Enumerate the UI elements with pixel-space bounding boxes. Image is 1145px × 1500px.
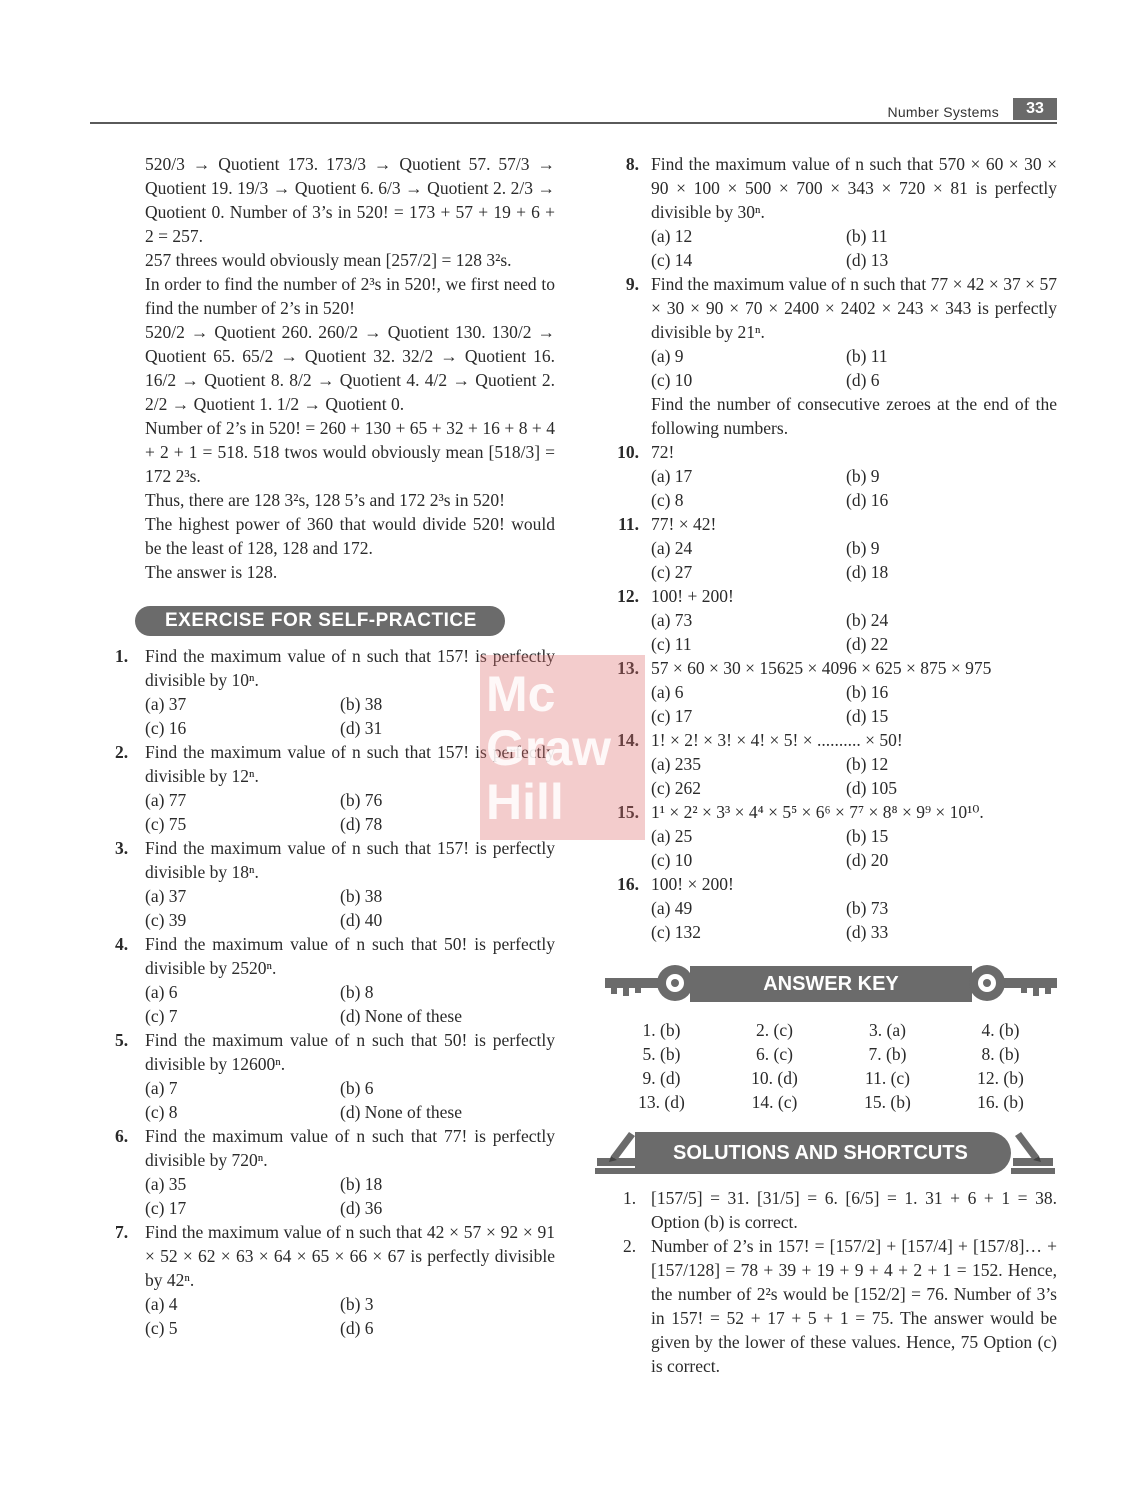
question-number: 13. xyxy=(617,658,639,678)
answer-entry: 9. (d) xyxy=(642,1068,681,1088)
option-list xyxy=(145,1172,555,1220)
key-icon xyxy=(967,964,1057,1004)
paragraph: The answer is 128. xyxy=(145,562,278,582)
answer-entry: 13. (d) xyxy=(638,1092,685,1112)
option: (b) 3 xyxy=(340,1294,374,1314)
paragraph: Thus, there are 128 3²s, 128 5’s and 172 2³s in 520! xyxy=(145,490,505,510)
option: (b) 16 xyxy=(846,682,889,702)
section-title: Number Systems xyxy=(887,104,999,120)
option: (b) 8 xyxy=(340,982,374,1002)
option: (a) 7 xyxy=(145,1078,178,1098)
question-stem: Find the maximum value of n such that 50! is perfectly divisible by 2520ⁿ. xyxy=(145,934,555,978)
question-stem: 100! × 200! xyxy=(651,874,734,894)
paragraph: The highest power of 360 that would divide 520! would be the least of 128, 128 and 172. xyxy=(145,514,555,558)
option: (d) 6 xyxy=(340,1318,374,1338)
zeroes-intro: Find the number of consecutive zeroes at the end of the following numbers. xyxy=(651,394,1057,438)
option: (d) 33 xyxy=(846,922,889,942)
question-stem: Find the maximum value of n such that 77! is perfectly divisible by 720ⁿ. xyxy=(145,1126,555,1170)
question-stem: Find the maximum value of n such that 77 × 42 × 37 × 57 × 30 × 90 × 70 × 2400 × 2402 × 243 × 343 is perfectly divisible by 21ⁿ. xyxy=(651,274,1057,342)
question-item xyxy=(605,512,1057,584)
question-number: 4. xyxy=(115,934,129,954)
option: (c) 17 xyxy=(145,1198,187,1218)
option: (c) 75 xyxy=(145,814,187,834)
question-item xyxy=(115,1220,555,1340)
solutions-banner xyxy=(593,1128,1057,1176)
option: (a) 77 xyxy=(145,790,187,810)
question-number: 3. xyxy=(115,838,129,858)
option: (a) 6 xyxy=(145,982,178,1002)
answer-entry: 12. (b) xyxy=(977,1068,1024,1088)
option: (d) 40 xyxy=(340,910,383,930)
option: (d) None of these xyxy=(340,1102,462,1122)
question-number: 9. xyxy=(625,274,639,294)
solution-number: 2. xyxy=(623,1236,637,1256)
question-number: 14. xyxy=(617,730,639,750)
solution-number: 1. xyxy=(623,1188,637,1208)
option: (c) 11 xyxy=(651,634,692,654)
answer-entry: 11. (c) xyxy=(864,1068,911,1088)
option: (c) 7 xyxy=(145,1006,178,1026)
exercise-title: EXERCISE FOR SELF-PRACTICE xyxy=(165,610,477,631)
option-list xyxy=(651,464,1057,512)
option-list xyxy=(145,980,555,1028)
option: (c) 262 xyxy=(651,778,702,798)
answer-entry: 6. (c) xyxy=(756,1044,793,1064)
question-item xyxy=(605,152,1057,272)
option: (b) 11 xyxy=(846,226,888,246)
question-stem: Find the maximum value of n such that 157! is perfectly divisible by 10ⁿ. xyxy=(145,646,555,690)
question-item xyxy=(115,932,555,1028)
solution-text: Number of 2’s in 157! = [157/2] + [157/4] + [157/8]… + [157/128] = 78 + 39 + 19 + 9 + 4 + 2 + 1 = 152. Hence, the number of 2²s would be [152/2] = 76. Number of 3’s in 157! = 52 + 17 + 5 + 1 = 75. The answer would be given by the lower of these values. Hence, 75 Option (c) is correct. xyxy=(651,1236,1057,1376)
answer-key-title: ANSWER KEY xyxy=(690,966,972,1002)
option: (a) 49 xyxy=(651,898,693,918)
option-list xyxy=(145,788,555,836)
question-item xyxy=(115,644,555,740)
paragraph: 520/2 → Quotient 260. 260/2 → Quotient 130. 130/2 → Quotient 65. 65/2 → Quotient 32. 32/2 → Quotient 16. 16/2 → Quotient 8. 8/2 → Quotient 4. 4/2 → Quotient 2. 2/2 → Quotient 1. 1/2 → Quotient 0. xyxy=(145,322,555,414)
question-stem: 57 × 60 × 30 × 15625 × 4096 × 625 × 875 × 975 xyxy=(651,658,992,678)
option: (a) 37 xyxy=(145,694,187,714)
option: (a) 24 xyxy=(651,538,693,558)
pen-book-icon xyxy=(1009,1128,1057,1176)
question-item xyxy=(605,800,1057,872)
question-number: 15. xyxy=(617,802,639,822)
option-list xyxy=(651,344,1057,392)
option: (d) 105 xyxy=(846,778,898,798)
option: (c) 5 xyxy=(145,1318,178,1338)
paragraph: In order to find the number of 2³s in 520!, we first need to find the number of 2’s in 520! xyxy=(145,274,555,318)
answer-entry: 10. (d) xyxy=(751,1068,798,1088)
question-stem: 1¹ × 2² × 3³ × 4⁴ × 5⁵ × 6⁶ × 7⁷ × 8⁸ × 9⁹ × 10¹⁰. xyxy=(651,802,984,822)
option: (d) 6 xyxy=(846,370,880,390)
option: (a) 35 xyxy=(145,1174,187,1194)
question-stem: 77! × 42! xyxy=(651,514,717,534)
question-item xyxy=(605,728,1057,800)
answer-key-banner xyxy=(605,960,1057,1008)
option-list xyxy=(145,1076,555,1124)
option-list xyxy=(651,608,1057,656)
question-stem: Find the maximum value of n such that 42 × 57 × 92 × 91 × 52 × 62 × 63 × 64 × 65 × 66 × 67 is perfectly divisible by 42ⁿ. xyxy=(145,1222,555,1290)
question-number: 10. xyxy=(617,442,639,462)
option-list xyxy=(651,680,1057,728)
option: (a) 17 xyxy=(651,466,693,486)
option: (a) 37 xyxy=(145,886,187,906)
option: (a) 25 xyxy=(651,826,693,846)
answer-entry: 8. (b) xyxy=(981,1044,1020,1064)
option: (b) 76 xyxy=(340,790,383,810)
option: (a) 4 xyxy=(145,1294,178,1314)
option-list xyxy=(145,692,555,740)
question-list-right xyxy=(605,152,1057,392)
question-item xyxy=(605,656,1057,728)
option-list xyxy=(651,536,1057,584)
question-number: 12. xyxy=(617,586,639,606)
option: (c) 39 xyxy=(145,910,187,930)
option: (a) 9 xyxy=(651,346,684,366)
option: (b) 9 xyxy=(846,538,880,558)
question-stem: Find the maximum value of n such that 157! is perfectly divisible by 18ⁿ. xyxy=(145,838,555,882)
answer-entry: 14. (c) xyxy=(751,1092,798,1112)
question-list-left xyxy=(115,644,555,1340)
option: (c) 8 xyxy=(651,490,684,510)
question-item xyxy=(605,272,1057,392)
answer-entry: 3. (a) xyxy=(869,1020,906,1040)
option: (c) 8 xyxy=(145,1102,178,1122)
question-list-zeroes xyxy=(605,440,1057,944)
option: (b) 38 xyxy=(340,694,383,714)
solutions-list xyxy=(605,1186,1057,1378)
option: (b) 11 xyxy=(846,346,888,366)
option: (a) 73 xyxy=(651,610,693,630)
question-number: 11. xyxy=(618,514,639,534)
exercise-banner xyxy=(135,606,505,636)
option: (a) 6 xyxy=(651,682,684,702)
answer-entry: 5. (b) xyxy=(642,1044,681,1064)
question-number: 16. xyxy=(617,874,639,894)
solution-continuation xyxy=(115,152,555,584)
question-number: 7. xyxy=(115,1222,129,1242)
option: (c) 132 xyxy=(651,922,702,942)
answer-entry: 1. (b) xyxy=(642,1020,681,1040)
question-number: 6. xyxy=(115,1126,129,1146)
option-list xyxy=(145,884,555,932)
key-icon xyxy=(605,964,695,1004)
question-number: 2. xyxy=(115,742,129,762)
option-list xyxy=(651,824,1057,872)
option: (d) 78 xyxy=(340,814,383,834)
question-item xyxy=(115,1028,555,1124)
option: (a) 12 xyxy=(651,226,693,246)
option: (d) 18 xyxy=(846,562,889,582)
option-list xyxy=(651,752,1057,800)
option: (d) 22 xyxy=(846,634,889,654)
right-column xyxy=(605,152,1057,1378)
question-number: 5. xyxy=(115,1030,129,1050)
solution-item xyxy=(605,1234,1057,1378)
option: (b) 6 xyxy=(340,1078,374,1098)
option: (d) 16 xyxy=(846,490,889,510)
option-list xyxy=(651,224,1057,272)
question-number: 8. xyxy=(625,154,639,174)
option: (b) 9 xyxy=(846,466,880,486)
watermark-logo: Mc Graw Hill xyxy=(486,666,612,830)
option: (c) 10 xyxy=(651,370,693,390)
option: (b) 18 xyxy=(340,1174,383,1194)
option-list xyxy=(651,896,1057,944)
question-item xyxy=(605,440,1057,512)
paragraph: 257 threes would obviously mean [257/2] = 128 3²s. xyxy=(145,250,512,270)
question-item xyxy=(115,836,555,932)
option: (a) 235 xyxy=(651,754,702,774)
option: (b) 12 xyxy=(846,754,889,774)
option: (d) 15 xyxy=(846,706,889,726)
solution-item xyxy=(605,1186,1057,1234)
pen-book-icon xyxy=(593,1128,641,1176)
paragraph: 520/3 → Quotient 173. 173/3 → Quotient 57. 57/3 → Quotient 19. 19/3 → Quotient 6. 6/3 → Quotient 2. 2/3 → Quotient 0. Number of 3’s in 520! = 173 + 57 + 19 + 6 + 2 = 257. xyxy=(145,154,555,246)
option: (d) 13 xyxy=(846,250,889,270)
solutions-title: SOLUTIONS AND SHORTCUTS xyxy=(635,1132,1011,1174)
option: (d) 20 xyxy=(846,850,889,870)
option: (c) 16 xyxy=(145,718,187,738)
option: (b) 24 xyxy=(846,610,889,630)
answer-entry: 15. (b) xyxy=(864,1092,911,1112)
question-item xyxy=(115,740,555,836)
question-item xyxy=(115,1124,555,1220)
question-number: 1. xyxy=(115,646,129,666)
question-stem: Find the maximum value of n such that 570 × 60 × 30 × 90 × 100 × 500 × 700 × 343 × 720 × 81 is perfectly divisible by 30ⁿ. xyxy=(651,154,1057,222)
question-stem: Find the maximum value of n such that 50! is perfectly divisible by 12600ⁿ. xyxy=(145,1030,555,1074)
question-stem: Find the maximum value of n such that 157! is perfectly divisible by 12ⁿ. xyxy=(145,742,555,786)
question-stem: 1! × 2! × 3! × 4! × 5! × .......... × 50! xyxy=(651,730,903,750)
option: (d) 36 xyxy=(340,1198,383,1218)
solution-text: [157/5] = 31. [31/5] = 6. [6/5] = 1. 31 + 6 + 1 = 38. Option (b) is correct. xyxy=(651,1188,1057,1232)
option: (d) 31 xyxy=(340,718,383,738)
answer-entry: 7. (b) xyxy=(868,1044,907,1064)
answer-key-grid xyxy=(605,1018,1057,1114)
option: (d) None of these xyxy=(340,1006,462,1026)
page-number: 33 xyxy=(1013,98,1057,120)
option: (c) 27 xyxy=(651,562,693,582)
option: (c) 10 xyxy=(651,850,693,870)
question-stem: 72! xyxy=(651,442,675,462)
paragraph: Number of 2’s in 520! = 260 + 130 + 65 + 32 + 16 + 8 + 4 + 2 + 1 = 518. 518 twos would obviously mean [518/3] = 172 2³s. xyxy=(145,418,555,486)
page-header xyxy=(90,98,1057,124)
question-item xyxy=(605,584,1057,656)
question-item xyxy=(605,872,1057,944)
question-stem: 100! + 200! xyxy=(651,586,734,606)
option: (b) 38 xyxy=(340,886,383,906)
option: (c) 14 xyxy=(651,250,693,270)
answer-entry: 4. (b) xyxy=(981,1020,1020,1040)
answer-entry: 16. (b) xyxy=(977,1092,1024,1112)
answer-entry: 2. (c) xyxy=(756,1020,793,1040)
option: (c) 17 xyxy=(651,706,693,726)
option-list xyxy=(145,1292,555,1340)
option: (b) 73 xyxy=(846,898,889,918)
option: (b) 15 xyxy=(846,826,889,846)
left-column xyxy=(115,152,555,1340)
